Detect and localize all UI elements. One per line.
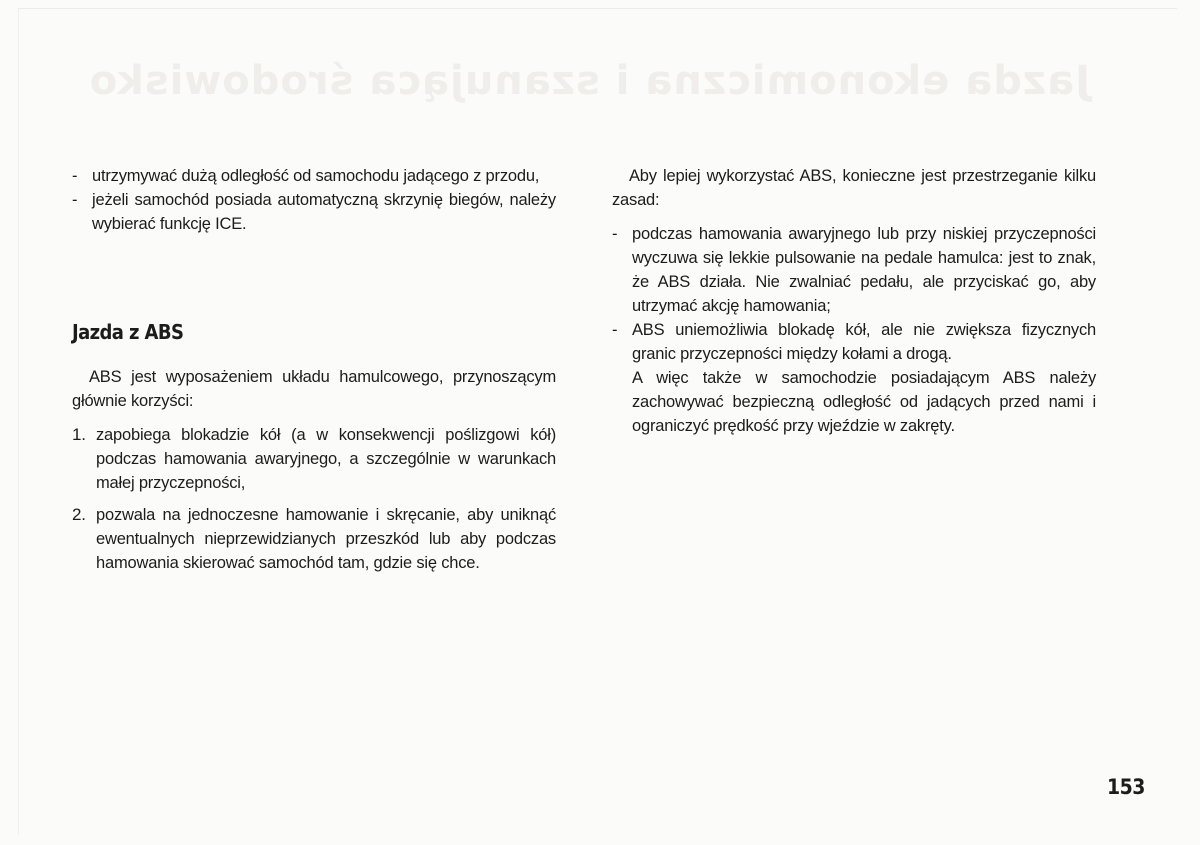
item-number: 1. — [72, 425, 86, 444]
dash-marker: - — [612, 225, 618, 243]
bullet-text: podczas hamowania awaryjnego lub przy niskiej przyczepności wyczuwa się lekkie pulsowanie na pedale hamulca: jest to znak, że ABS działa. Nie zwalniać pedału, ale przyciskać go, aby utrzymać akcję hamowania; — [632, 225, 1096, 315]
right-column — [612, 164, 1096, 438]
intro-paragraph: ABS jest wyposażeniem układu hamulcowego, przynoszącym głównie korzyści: — [72, 368, 556, 410]
intro-paragraph: Aby lepiej wykorzystać ABS, konieczne jest przestrzeganie kilku zasad: — [612, 167, 1096, 209]
bleed-through-title: Jazda ekonomiczna i szanująca środowisko — [88, 58, 1090, 104]
item-text: pozwala na jednoczesne hamowanie i skręcanie, aby uniknąć ewentualnych nieprzewidzianych przeszkód lub aby podczas hamowania skierować samochód tam, gdzie się chce. — [96, 506, 556, 572]
page-number: 153 — [1107, 775, 1145, 799]
item-text: zapobiega blokadzie kół (a w konsekwencji poślizgowi kół) podczas hamowania awaryjnego, a szczególnie w warunkach małej przyczepności, — [96, 426, 556, 492]
bullet-item — [72, 164, 556, 188]
dash-marker: - — [72, 191, 78, 209]
item-number: 2. — [72, 505, 86, 524]
dash-marker: - — [72, 167, 78, 185]
continuation-paragraph: A więc także w samochodzie posiadającym ABS należy zachowywać bezpieczną odległość od jadących przed nami i ograniczyć prędkość przy wjeździe w zakręty. — [632, 369, 1096, 435]
left-column — [72, 164, 556, 575]
bullet-item — [612, 222, 1096, 318]
bullet-item — [72, 188, 556, 236]
numbered-item — [72, 503, 556, 575]
section-heading: Jazda z ABS — [72, 320, 184, 344]
bullet-text: jeżeli samochód posiada automatyczną skrzynię biegów, należy wybierać funkcję ICE. — [92, 191, 556, 233]
bullet-text: ABS uniemożliwia blokadę kół, ale nie zwiększa fizycznych granic przyczepności między kołami a drogą. — [632, 321, 1096, 363]
numbered-item — [72, 423, 556, 495]
bullet-item — [612, 318, 1096, 366]
dash-marker: - — [612, 321, 618, 339]
bullet-text: utrzymywać dużą odległość od samochodu jadącego z przodu, — [92, 167, 540, 185]
